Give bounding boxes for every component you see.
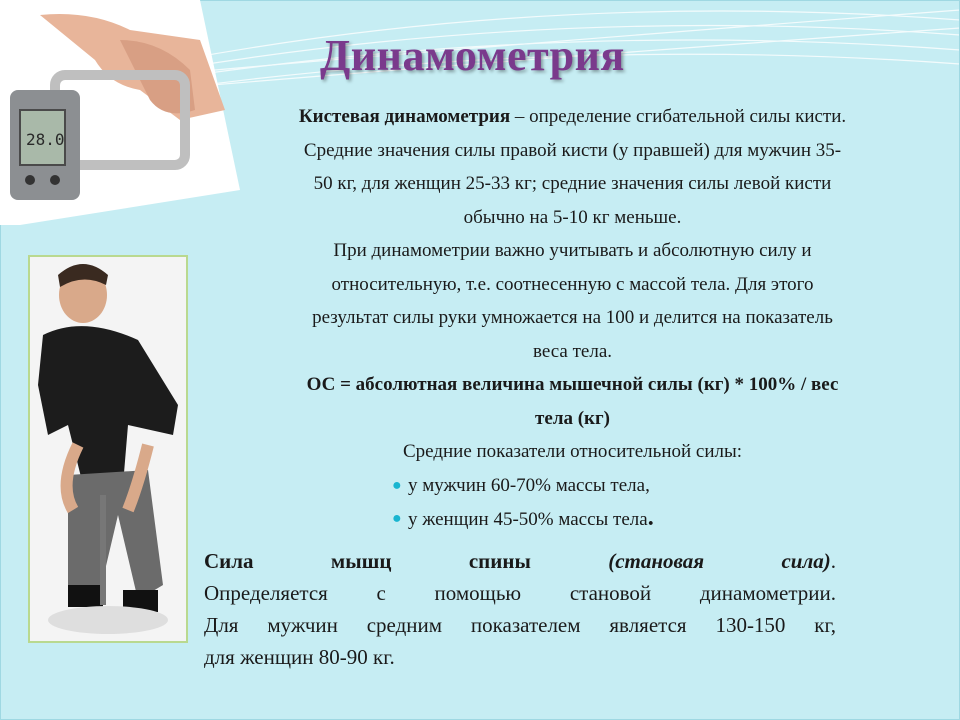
back-line-3: Для мужчин средним показателем является 130-150 кг, xyxy=(204,613,836,637)
term-hand-dynamometry: Кистевая динамометрия xyxy=(298,106,511,127)
relative-line-3: результат силы руки умножается на 100 и делится на показатель xyxy=(312,307,833,328)
relative-line-4: веса тела. xyxy=(532,340,612,362)
formula-line-2: тела (кг) xyxy=(535,407,610,429)
averages-line-1: Средние значения силы правой кисти (у правшей) для мужчин 35- xyxy=(303,139,842,161)
formula-line-1: ОС = абсолютная величина мышечной силы (кг) * 100% / вес xyxy=(306,374,839,395)
back-line-2: Определяется с помощью становой динамометрии. xyxy=(204,581,836,605)
bullet-item-men: ● у мужчин 60-70% массы тела, xyxy=(200,469,945,503)
bullet-dot-icon: ● xyxy=(392,510,402,527)
man-back-dynamometer-photo xyxy=(28,255,188,643)
avg-heading: Средние показатели относительной силы: xyxy=(402,441,743,462)
back-line-4: для женщин 80-90 кг. xyxy=(204,645,395,669)
bullet-item-women: ● у женщин 45-50% массы тела. xyxy=(200,502,945,537)
paragraph-definition xyxy=(200,100,945,134)
bullet-list xyxy=(200,469,945,537)
paragraph-averages xyxy=(200,134,945,235)
relative-line-2: относительную, т.е. соотнесенную с массой тела. Для этого xyxy=(331,273,814,295)
paragraph-relative xyxy=(200,234,945,368)
definition-text: – определение сгибательной силы кисти. xyxy=(510,106,847,127)
svg-text:28.0: 28.0 xyxy=(26,130,65,149)
averages-line-3: обычно на 5-10 кг меньше. xyxy=(463,206,682,228)
relative-line-1: При динамометрии важно учитывать и абсолютную силу и xyxy=(333,240,812,261)
averages-line-2: 50 кг, для женщин 25-33 кг; средние значения силы левой кисти xyxy=(313,173,832,194)
slide-title: Динамометрия xyxy=(320,31,625,80)
formula xyxy=(200,368,945,435)
bullet-dot-icon: ● xyxy=(392,476,402,494)
back-strength-heading: Сила мышц спины (становая сила). xyxy=(204,549,836,573)
back-strength-paragraph xyxy=(204,545,836,673)
body-text xyxy=(200,100,945,537)
